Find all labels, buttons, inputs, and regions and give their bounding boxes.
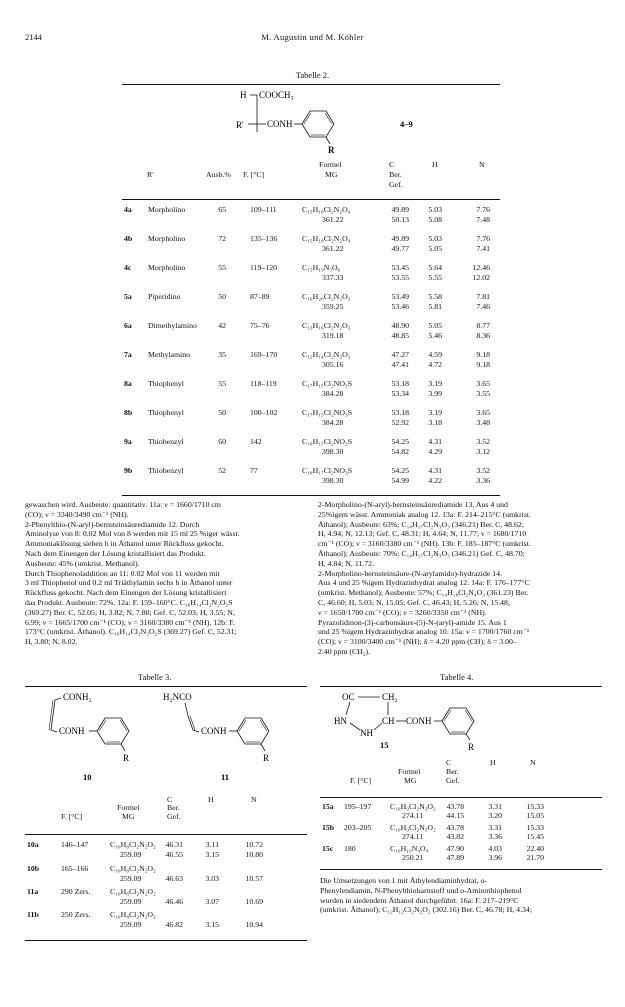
row-rprime: Thiobenzyl [148,437,184,446]
table4-header [320,758,602,798]
row-id: 15b [322,823,335,832]
row-n-ber: 10.94 [245,920,263,929]
row-h-ber: 4.31 [428,466,442,475]
table2-header [0,160,625,200]
row-n-ber: 3.65 [476,408,490,417]
row-mp: 203–205 [344,823,372,832]
t4-conh: CONH [406,716,432,726]
row-h-ber: 5.58 [428,292,442,301]
text-line: 2-Phenylthio-(N-aryl)-bernsteinsäurediamide 12. Durch [25,519,200,529]
row-n-gef: 7.48 [476,215,490,224]
text-line: Die Umsetzungen von 1 mit Äthylendiaminhydrat, o- [320,876,487,885]
row-c-gef: 54.82 [391,447,409,456]
text-column-left [25,500,310,647]
row-yield: 50 [218,292,226,301]
row-h-gef: 5.81 [428,302,442,311]
row-n-gef: 21.70 [526,853,544,862]
row-c-ber: 47.27 [391,350,409,359]
row-formula: C₁₂H₁₄Cl₂N₂O₃ [302,350,351,359]
row-formula: C₁₀H₁₀N₄O₄ [390,844,429,853]
row-c-gef: 47.89 [446,853,464,862]
t4-hdr-mg: MG [404,776,417,785]
row-n-ber: 7.76 [476,205,490,214]
t3-label11: 11 [221,772,230,782]
text-line: cm⁻¹ (CO); ν = 3160/3380 cm⁻¹ (NH). 13b: F. 185–187°C (umkrist. [318,539,531,549]
t3-label10: 10 [83,772,92,782]
row-mg: 305.16 [322,360,344,369]
table4-header-rule [320,797,602,798]
hdr-h: H [432,160,438,169]
struct-rprime: R' [236,120,244,130]
table4-bottom-rule [320,869,602,870]
row-h-ber: 5.05 [428,321,442,330]
row-h-gef: 5.05 [428,244,442,253]
row-mg: 259.09 [120,874,142,883]
row-c-ber: 46.63 [165,874,183,883]
hdr-c: C [389,160,395,169]
row-c-gef: 53.55 [391,273,409,282]
row-mp: 142 [250,437,262,446]
t3-r-b: R [263,753,270,763]
row-id: 11a [27,887,39,896]
row-c-gef: 50.13 [391,215,409,224]
t4-nh: NH [360,728,373,738]
row-n-ber: 12.46 [472,263,490,272]
row-h-ber: 4.31 [428,437,442,446]
text-line: H, 3.80; N, 8.02. [25,637,78,647]
row-c-gef: 53.46 [391,302,409,311]
row-h-ber: 5.64 [428,263,442,272]
struct-conh: CONH [267,119,293,129]
t4-label: 15 [380,740,389,750]
text-line: 2-Morpholino-bernsteinsäure-(N-arylamido)-hydrazide 14. [318,568,503,578]
t4-hdr-mp: F. [°C] [350,776,372,785]
struct-r: R [328,145,335,155]
row-c-ber: 53.18 [391,379,409,388]
row-formula: C₁₃H₁₆Cl₂N₂O₃ [302,321,351,330]
row-mg: 361.22 [322,215,344,224]
row-formula: C₁₈H₁₇Cl₂NO₃S [302,437,353,446]
row-c-gef: 44.15 [446,811,464,820]
row-formula: C₁₀H₈Cl₂N₂O₂ [110,864,156,873]
hdr-formula: Formel [319,160,342,169]
table2-caption: Tabelle 2. [295,70,330,80]
table2-header-rule [122,199,500,200]
row-mp: 169–170 [250,350,278,359]
text-line: (umkrist. Äthanol); C₁₂H₁₂Cl₂N₂O₂ (302.16) Ber. C, 46.78; H, 4.34; [320,905,532,915]
row-mp: 75–76 [250,321,270,330]
row-mp: 195–197 [344,802,372,811]
hdr-n: N [479,160,485,169]
row-mp: 109–111 [250,205,277,214]
t3-conh: CONH [59,726,85,736]
hdr-ber: Ber. [389,170,402,179]
text-line: ν = 1650/1700 cm⁻¹ (CO); ν = 3260/3350 cm⁻¹ (NH). [318,607,487,617]
t3-hdr-mg: MG [122,812,135,821]
t3-hdr-gef: Gef. [167,812,181,821]
row-rprime: Morpholino [148,205,186,214]
row-n-ber: 15.33 [526,802,544,811]
text-line: Pyrazolidinon-(3)-carbonsäure-(5)-N-(aryl)-amide 15. Aus 1 [318,617,507,627]
t3-h2nco: H₂NCO [163,692,192,702]
row-h-gef: 4.22 [428,476,442,485]
text-line: (369.27) Ber. C, 52.05; H, 3.82; N, 7.80; Gef. C, 52.03; H, 3.55; N, [25,607,235,617]
table3-header-rule [25,834,307,835]
table3-body [25,840,307,950]
text-line: Äthanol); Ausbeute: 70%; C₁₄H₁₇Cl₂N₃O₃ (346.21) Gef. C, 48.70; [318,548,525,558]
row-formula: C₁₀H₈Cl₂N₂O₂ [110,840,156,849]
row-mg: 259.09 [120,850,142,859]
row-rprime: Thiobenzyl [148,466,184,475]
row-c-gef: 49.77 [391,244,409,253]
row-c-gef: 46.55 [165,850,183,859]
t4-hdr-gef: Gef. [446,776,460,785]
row-h-ber: 3.31 [488,823,502,832]
page-number: 2144 [25,32,42,42]
row-id: 11b [27,910,39,919]
row-formula: C₁₈H₁₇Cl₂NO₃S [302,466,353,475]
row-c-gef: 43.82 [446,832,464,841]
row-yield: 42 [218,321,226,330]
row-formula: C₁₅H₁₈Cl₂N₂O₄ [302,234,351,243]
row-h-ber: 3.19 [428,408,442,417]
struct-h: H [240,90,247,100]
row-formula: C₁₀H₈Cl₂N₂O₂ [110,910,156,919]
row-formula: C₁₀H₈Cl₂N₂O₂ [110,887,156,896]
row-c-ber: 46.31 [165,840,183,849]
row-h-gef: 3.15 [205,850,219,859]
row-n-gef: 3.48 [476,418,490,427]
text-line: und 25 %igem Hydrazinhydrat analog 10. 15a: ν = 1700/1760 cm⁻¹ [318,627,530,637]
row-c-ber: 46.46 [165,897,183,906]
row-h-gef: 3.36 [488,832,502,841]
row-formula: C₁₀H₉Cl₂N₃O₂ [390,802,436,811]
row-c-ber: 48.90 [391,321,409,330]
row-h-ber: 5.03 [428,234,442,243]
row-n-ber: 7.81 [476,292,490,301]
row-formula: C₁₇H₁₅Cl₂NO₃S [302,379,353,388]
hdr-mp: F. [°C] [243,170,265,179]
t4-hdr-n: N [530,758,536,767]
text-line: gewaschen wird. Ausbeute: quantitativ. 11a: ν = 1660/1710 cm [25,500,221,509]
table2-structure [200,86,460,161]
row-mg: 361.22 [322,244,344,253]
row-n-ber: 10.57 [245,874,263,883]
row-mp: 118–119 [250,379,277,388]
hdr-gef: Gef. [389,180,403,189]
table3-header [25,795,307,835]
table4-caption: Tabelle 4. [440,672,474,682]
row-n-ber: 10.69 [245,897,263,906]
row-id: 8b [124,408,133,417]
row-n-ber: 9.18 [476,350,490,359]
t3-hdr-c: C [167,795,173,804]
row-formula: C₁₅H₁₈Cl₂N₂O₄ [302,205,351,214]
struct-compounds: 4–9 [400,119,413,129]
row-c-gef: 52.92 [391,418,409,427]
row-h-ber: 3.31 [488,802,502,811]
t4-hn: HN [334,716,347,726]
row-n-ber: 3.52 [476,437,490,446]
row-mg: 384.28 [322,389,344,398]
text-line: (CO); ν = 3340/3490 cm⁻¹ (NH). [25,509,129,519]
text-line: Äthanol); Ausbeute: 63%; C₁₄H₁₇Cl₂N₃O₃ (346.21) Ber. C, 48.62; [318,519,524,529]
row-mp: 180 [344,844,356,853]
row-id: 4a [124,205,132,214]
text-line: 2.40 ppm (CH₂). [318,646,371,656]
t4-hdr-h: H [490,758,496,767]
row-c-ber: 54.25 [391,466,409,475]
row-c-ber: 49.89 [391,234,409,243]
text-line: das Produkt. Ausbeute: 72%. 12a: F. 159–160°C. C₁₆H₁₄Cl₂N₂O₂S [25,597,233,607]
row-h-ber: 4.03 [488,844,502,853]
row-id: 10a [27,840,39,849]
row-h-ber: 3.07 [205,897,219,906]
row-n-gef: 9.18 [476,360,490,369]
row-mg: 398.30 [322,447,344,456]
row-h-ber: 3.03 [205,874,219,883]
hdr-yield: Ausb.% [206,170,231,179]
text-line: 173°C (umkrist. Äthanol). C₁₆H₁₄Cl₂N₂O₂S (369.27) Gef. C, 52.31; [25,627,237,637]
row-h-gef: 3.99 [428,389,442,398]
table3-structures [25,688,307,783]
text-line: 25%igem wässr. Ammoniak analog 12. 13a: F. 214–215°C (umkrist. [318,509,531,519]
row-mg: 250.21 [402,853,424,862]
t4-hdr-c: C [446,758,452,767]
text-line: 3 ml Thiophenol und 0.2 ml Triäthylamin sechs h in Äthanol unter [25,578,233,588]
row-n-gef: 15.05 [526,811,544,820]
row-mg: 259.09 [120,920,142,929]
row-formula: C₁₅H₁₉N₃O₆ [302,263,341,272]
t4-hdr-formula: Formel [398,767,421,776]
row-id: 7a [124,350,132,359]
row-mp: 250 Zers. [61,910,91,919]
row-mp: 135–136 [250,234,278,243]
row-c-ber: 49.89 [391,205,409,214]
table4-top-rule [320,686,602,687]
table4-structure [320,688,602,758]
row-n-ber: 15.33 [526,823,544,832]
row-yield: 50 [218,408,226,417]
row-formula: C₁₆H₂₀Cl₂N₂O₃ [302,292,351,301]
text-line: 2-Morpholino-(N-aryl)-bernsteinsäurediamide 13. Aus 4 und [318,500,508,509]
hdr-mg: MG [325,170,338,179]
row-formula: C₁₀H₉Cl₂N₃O₂ [390,823,436,832]
row-mg: 337.33 [322,273,344,282]
row-c-gef: 53.34 [391,389,409,398]
text-line: H, 4.84; N, 11.72. [318,558,375,568]
t3-conh2: CONH₂ [63,692,92,702]
table2-top-rule [122,84,500,85]
row-h-ber: 4.59 [428,350,442,359]
row-rprime: Morpholino [148,234,186,243]
row-n-ber: 3.52 [476,466,490,475]
row-h-ber: 5.03 [428,205,442,214]
text-line: (umkrist. Methanol); Ausbeute: 57%; C₁₄H₁₈Cl₂N₄O₃ (361.23) Ber. [318,588,529,598]
text-line: Durch Thiophenoladdition an 11: 0.02 Mol von 11 werden mit [25,568,220,578]
row-id: 9a [124,437,132,446]
row-n-ber: 7.76 [476,234,490,243]
t3-r: R [123,753,130,763]
row-c-ber: 47.90 [446,844,464,853]
row-h-ber: 3.19 [428,379,442,388]
row-yield: 55 [218,263,226,272]
t3-hdr-formula: Formel [117,803,140,812]
table2-body [0,205,625,505]
row-c-gef: 47.41 [391,360,409,369]
row-c-ber: 53.49 [391,292,409,301]
row-mp: 77 [250,466,258,475]
row-c-ber: 43.78 [446,823,464,832]
row-c-gef: 54.99 [391,476,409,485]
t4-oc: OC [342,692,355,702]
row-n-gef: 15.45 [526,832,544,841]
row-yield: 55 [218,379,226,388]
t4-ch2: CH₂ [382,692,398,702]
row-h-gef: 4.72 [428,360,442,369]
row-rprime: Piperidino [148,292,181,301]
row-rprime: Morpholino [148,263,186,272]
t3-hdr-mp: F. [°C] [61,812,83,821]
text-line: Phenylendiamin, N-Phenylthioharnstoff und o-Aminothiophenol [320,885,522,895]
row-c-ber: 54.25 [391,437,409,446]
t4-hdr-ber: Ber. [446,767,459,776]
text-line: Aus 4 und 25 %igem Hydrazinhydrat analog 12. 14a: F. 176–177°C [318,578,530,588]
row-id: 9b [124,466,133,475]
row-id: 10b [27,864,40,873]
struct-cooch3: COOCH₃ [259,90,294,100]
row-rprime: Dimethylamino [148,321,197,330]
row-n-ber: 8.77 [476,321,490,330]
row-rprime: Methylamino [148,350,191,359]
row-id: 15a [322,802,334,811]
table4-body [320,802,602,872]
row-n-gef: 3.55 [476,389,490,398]
row-h-gef: 3.96 [488,853,502,862]
row-c-ber: 43.78 [446,802,464,811]
t3-hdr-h: H [208,795,214,804]
row-mp: 87–89 [250,292,270,301]
row-id: 4c [124,263,132,272]
row-id: 8a [124,379,132,388]
row-yield: 60 [218,437,226,446]
row-n-gef: 7.41 [476,244,490,253]
row-h-gef: 5.08 [428,215,442,224]
row-h-ber: 3.15 [205,920,219,929]
hdr-rprime: R' [147,170,154,179]
row-formula: C₁₇H₁₅Cl₂NO₃S [302,408,353,417]
row-id: 6a [124,321,132,330]
row-mg: 319.18 [322,331,344,340]
text-line: Ausbeute: 45% (umkrist. Methanol). [25,558,140,568]
row-h-gef: 5.55 [428,273,442,282]
text-line: H, 4.94; N, 12.13; Gef. C, 48.31; H, 4.64; N, 11.77; ν = 1680/1710 [318,529,527,539]
row-h-ber: 3.11 [205,840,219,849]
row-yield: 65 [218,205,226,214]
row-yield: 72 [218,234,226,243]
row-n-gef: 12.02 [472,273,490,282]
row-id: 15c [322,844,334,853]
t4-r: R [468,742,475,752]
row-yield: 52 [218,466,226,475]
text-line: Rückfluss gekocht. Nach dem Einengen der Lösung kristallisiert [25,588,227,598]
row-h-gef: 3.18 [428,418,442,427]
table3-top-rule [25,686,307,687]
row-n-ber: 10.72 [245,840,263,849]
row-mp: 290 Zers. [61,887,91,896]
row-rprime: Thiophenyl [148,408,184,417]
row-mp: 119–120 [250,263,277,272]
row-rprime: Thiophenyl [148,379,184,388]
text-line: wurden in siedendem Äthanol durchgeführt. 16a: F. 217–219°C [320,895,519,905]
row-h-gef: 4.29 [428,447,442,456]
running-title: M. Augustin und M. Köhler [261,32,364,42]
row-mg: 398.30 [322,476,344,485]
row-yield: 35 [218,350,226,359]
t3-conh-b: CONH [201,726,227,736]
text-bottom-right [320,876,605,915]
row-c-ber: 53.18 [391,408,409,417]
t4-ch: CH [382,716,395,726]
row-mg: 274.11 [402,832,424,841]
text-line: Ammoniaklösung sieben h in Äthanol unter Rückfluss gekocht. [25,539,224,549]
row-mg: 274.11 [402,811,424,820]
row-id: 5a [124,292,132,301]
table2-bottom-rule [122,495,500,496]
text-line: Aminolyse von 8: 0.02 Mol von 8 werden mit 15 ml 25 %iger wässr. [25,529,240,539]
row-id: 4b [124,234,133,243]
row-n-gef: 8.36 [476,331,490,340]
row-n-gef: 3.12 [476,447,490,456]
t3-hdr-ber: Ber. [167,803,180,812]
row-n-ber: 22.40 [526,844,544,853]
row-mp: 100–102 [250,408,278,417]
row-c-gef: 48.85 [391,331,409,340]
text-column-right [318,500,603,657]
row-n-gef: 7.46 [476,302,490,311]
t3-hdr-n: N [251,795,257,804]
row-n-gef: 3.36 [476,476,490,485]
row-mg: 384.28 [322,418,344,427]
row-mp: 146–147 [61,840,89,849]
row-n-gef: 10.80 [245,850,263,859]
table3-bottom-rule [25,940,307,941]
row-h-gef: 5.46 [428,331,442,340]
row-h-gef: 3.20 [488,811,502,820]
row-n-ber: 3.65 [476,379,490,388]
table3-caption: Tabelle 3. [138,672,172,682]
text-line: Nach dem Einengen der Lösung kristallisiert das Produkt. [25,548,206,558]
row-c-ber: 46.82 [165,920,183,929]
text-line: C, 46.60; H, 5.03; N, 15.05; Gef. C, 46.43; H, 5.26; N, 15.48; [318,597,511,607]
text-line: (CO); ν = 3100/3400 cm⁻¹ (NH); δ = 4.20 ppm (CH); δ = 3.00– [318,637,517,647]
text-line: 6.99; ν = 1665/1700 cm⁻¹ (CO); ν = 3160/3380 cm⁻¹ (NH). 12b: F. [25,617,235,627]
row-mg: 359.25 [322,302,344,311]
row-mp: 165–166 [61,864,89,873]
row-c-ber: 53.45 [391,263,409,272]
row-mg: 259.09 [120,897,142,906]
